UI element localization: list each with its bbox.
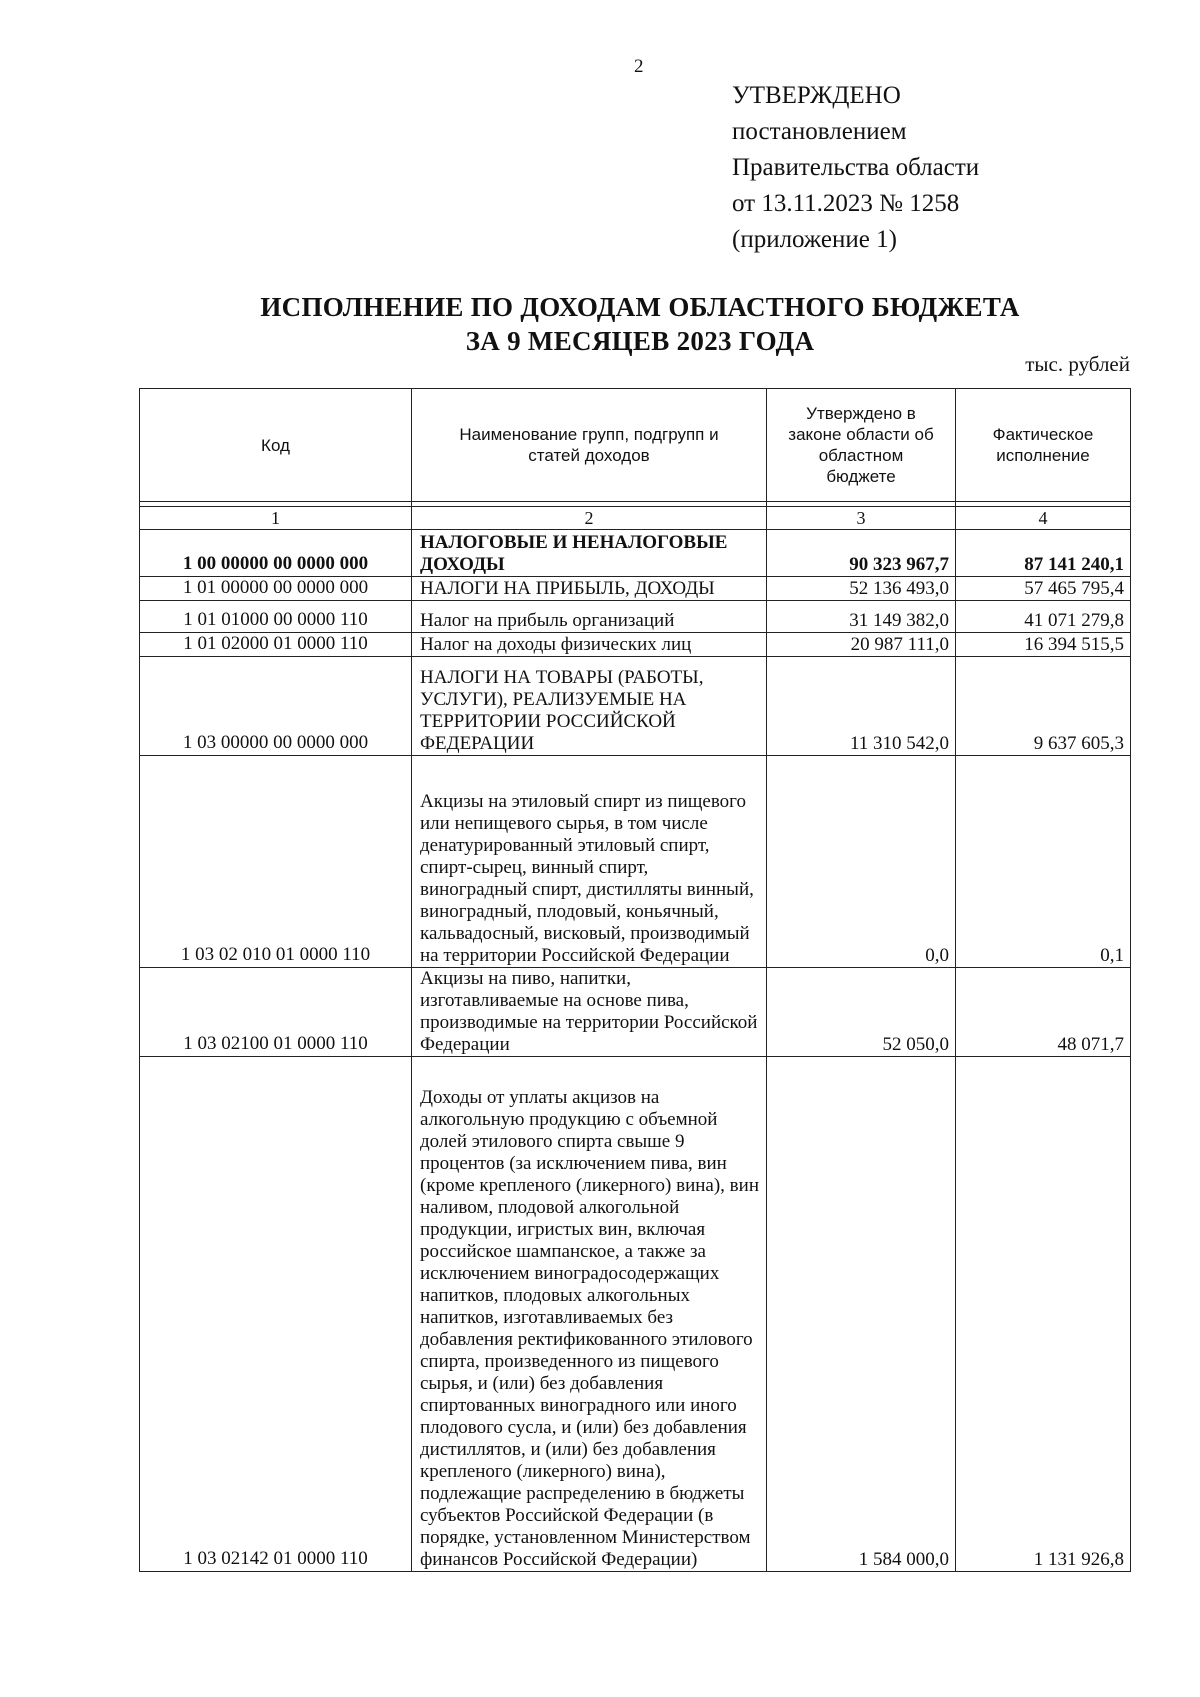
header-code: Код (140, 389, 412, 502)
title-line: ЗА 9 МЕСЯЦЕВ 2023 ГОДА (465, 326, 815, 356)
column-number: 4 (956, 507, 1131, 530)
row-name: Налог на прибыль организаций (412, 601, 767, 633)
approval-line: УТВЕРЖДЕНО (732, 82, 901, 109)
row-approved: 0,0 (767, 756, 956, 968)
approval-stamp (732, 78, 979, 258)
column-number: 2 (412, 507, 767, 530)
row-name: НАЛОГИ НА ПРИБЫЛЬ, ДОХОДЫ (412, 577, 767, 601)
row-code: 1 03 02 010 01 0000 110 (140, 756, 412, 968)
row-approved: 11 310 542,0 (767, 657, 956, 756)
row-code: 1 01 00000 00 0000 000 (140, 577, 412, 601)
approval-line: от 13.11.2023 № 1258 (732, 190, 960, 217)
row-code: 1 03 02142 01 0000 110 (140, 1057, 412, 1572)
table-row (140, 1057, 1131, 1572)
row-actual: 87 141 240,1 (956, 530, 1131, 577)
table-row (140, 601, 1131, 633)
table-row (140, 756, 1131, 968)
row-approved: 31 149 382,0 (767, 601, 956, 633)
row-name: Акцизы на пиво, напитки, изготавливаемые на основе пива, производимые на территории Российской Федерации (412, 968, 767, 1057)
row-code: 1 03 02100 01 0000 110 (140, 968, 412, 1057)
row-name: Акцизы на этиловый спирт из пищевого или непищевого сырья, в том числе денатурированный этиловый спирт, спирт-сырец, винный спирт, виноградный спирт, дистилляты винный, виноградный, плодовый, коньячный, кальвадосный, висковый, производимый на территории Российской Федерации (412, 756, 767, 968)
column-number-row (140, 507, 1131, 530)
row-code: 1 01 02000 01 0000 110 (140, 633, 412, 657)
approval-line: (приложение 1) (732, 226, 897, 253)
approval-line: Правительства области (732, 154, 980, 181)
table-row (140, 657, 1131, 756)
row-actual: 1 131 926,8 (956, 1057, 1131, 1572)
row-approved: 52 136 493,0 (767, 577, 956, 601)
header-approved: Утверждено в законе области об областном бюджете (767, 389, 956, 502)
row-code: 1 01 01000 00 0000 110 (140, 601, 412, 633)
row-approved: 1 584 000,0 (767, 1057, 956, 1572)
approval-line: постановлением (732, 118, 907, 145)
title-line: ИСПОЛНЕНИЕ ПО ДОХОДАМ ОБЛАСТНОГО БЮДЖЕТА (260, 292, 1020, 322)
row-actual: 41 071 279,8 (956, 601, 1131, 633)
page-number: 2 (634, 56, 644, 77)
row-actual: 9 637 605,3 (956, 657, 1131, 756)
header-actual: Фактическое исполнение (956, 389, 1131, 502)
row-code: 1 03 00000 00 0000 000 (140, 657, 412, 756)
row-approved: 52 050,0 (767, 968, 956, 1057)
document-title (150, 290, 1130, 358)
table-row (140, 968, 1131, 1057)
revenue-table (139, 388, 1131, 1572)
row-actual: 16 394 515,5 (956, 633, 1131, 657)
header-name: Наименование групп, подгрупп и статей доходов (412, 389, 767, 502)
table-row (140, 633, 1131, 657)
table-row (140, 577, 1131, 601)
row-actual: 48 071,7 (956, 968, 1131, 1057)
units-label: тыс. рублей (1025, 352, 1130, 376)
row-code: 1 00 00000 00 0000 000 (140, 530, 412, 577)
row-approved: 20 987 111,0 (767, 633, 956, 657)
row-approved: 90 323 967,7 (767, 530, 956, 577)
row-name: Доходы от уплаты акцизов на алкогольную продукцию с объемной долей этилового спирта свыше 9 процентов (за исключением пива, вин (кроме крепленого (ликерного) вина), вин наливом, плодовой алкогольной продукции, игристых вин, включая российское шампанское, а также за исключением виноградосодержащих напитков, плодовых алкогольных напитков, изготавливаемых без добавления ректификованного этилового спирта, произведенного из пищевого сырья, и (или) без добавления спиртованных виноградного или иного плодового сусла, и (или) без добавления дистиллятов, и (или) без добавления крепленого (ликерного) вина), подлежащие распределению в бюджеты субъектов Российской Федерации (в порядке, установленном Министерством финансов Российской Федерации) (412, 1057, 767, 1572)
column-number: 1 (140, 507, 412, 530)
row-name: НАЛОГОВЫЕ И НЕНАЛОГОВЫЕ ДОХОДЫ (412, 530, 767, 577)
row-name: Налог на доходы физических лиц (412, 633, 767, 657)
table-header-row (140, 389, 1131, 502)
table-row (140, 530, 1131, 577)
row-actual: 57 465 795,4 (956, 577, 1131, 601)
row-actual: 0,1 (956, 756, 1131, 968)
row-name: НАЛОГИ НА ТОВАРЫ (РАБОТЫ, УСЛУГИ), РЕАЛИЗУЕМЫЕ НА ТЕРРИТОРИИ РОССИЙСКОЙ ФЕДЕРАЦИИ (412, 657, 767, 756)
column-number: 3 (767, 507, 956, 530)
